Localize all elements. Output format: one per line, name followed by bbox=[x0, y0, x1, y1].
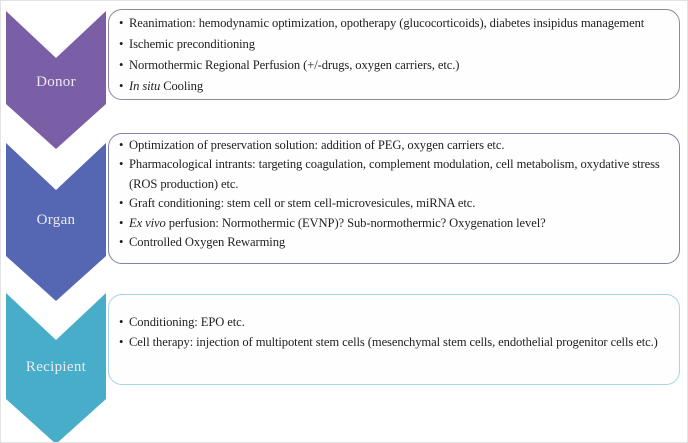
list-item bbox=[118, 13, 673, 34]
bullet-icon: • bbox=[119, 37, 124, 51]
list-item bbox=[118, 34, 673, 55]
stage-label-organ: Organ bbox=[36, 212, 76, 228]
bullet-icon: • bbox=[119, 335, 124, 349]
list-item bbox=[118, 194, 673, 213]
list-item-text: Conditioning: EPO etc. bbox=[129, 315, 245, 329]
list-item bbox=[118, 55, 673, 76]
bullet-icon: • bbox=[119, 235, 124, 250]
list-item-italic-lead: Ex vivo bbox=[129, 215, 166, 230]
donor-interventions-list bbox=[109, 10, 679, 97]
list-item-italic-lead: In situ bbox=[129, 79, 161, 93]
organ-interventions-list bbox=[109, 134, 679, 252]
list-item-text: Cell therapy: injection of multipotent stem cells (mesenchymal stem cells, endothelial progenitor cells etc.) bbox=[129, 335, 658, 349]
list-item bbox=[118, 233, 673, 252]
bullet-icon: • bbox=[119, 196, 124, 211]
bullet-icon: • bbox=[119, 215, 124, 230]
bullet-icon: • bbox=[119, 138, 124, 152]
list-item bbox=[118, 136, 673, 155]
organ-interventions-box bbox=[108, 133, 680, 264]
donor-interventions-box bbox=[108, 9, 680, 100]
recipient-interventions-list bbox=[109, 295, 679, 352]
list-item-text: Graft conditioning: stem cell or stem cell-microvesicules, miRNA etc. bbox=[129, 196, 476, 211]
stage-label-recipient: Recipient bbox=[25, 359, 87, 375]
list-item bbox=[118, 332, 673, 352]
bullet-icon: • bbox=[119, 58, 124, 72]
list-item-text: Ischemic preconditioning bbox=[129, 37, 255, 51]
list-item bbox=[118, 155, 673, 194]
list-item-text: Pharmacological intrants: targeting coagulation, complement modulation, cell metabolism, oxydative stress (ROS production) etc. bbox=[129, 157, 660, 191]
list-item-text: Normothermic Regional Perfusion (+/-drugs, oxygen carriers, etc.) bbox=[129, 58, 460, 72]
stage-label-donor: Donor bbox=[36, 74, 76, 90]
list-item bbox=[118, 76, 673, 97]
bullet-icon: • bbox=[119, 157, 124, 172]
bullet-icon: • bbox=[119, 16, 124, 30]
bullet-icon: • bbox=[119, 315, 124, 329]
list-item-text: Optimization of preservation solution: addition of PEG, oxygen carriers etc. bbox=[129, 138, 505, 152]
bullet-icon: • bbox=[119, 79, 124, 93]
list-item-text: Reanimation: hemodynamic optimization, opotherapy (glucocorticoids), diabetes insipidus management bbox=[129, 16, 645, 30]
list-item-text: Cooling bbox=[160, 79, 204, 93]
list-item-text: Controlled Oxygen Rewarming bbox=[129, 235, 286, 250]
list-item bbox=[118, 312, 673, 332]
recipient-interventions-box bbox=[108, 294, 680, 385]
list-item-text: perfusion: Normothermic (EVNP)? Sub-normothermic? Oxygenation level? bbox=[165, 215, 546, 230]
list-item bbox=[118, 214, 673, 233]
